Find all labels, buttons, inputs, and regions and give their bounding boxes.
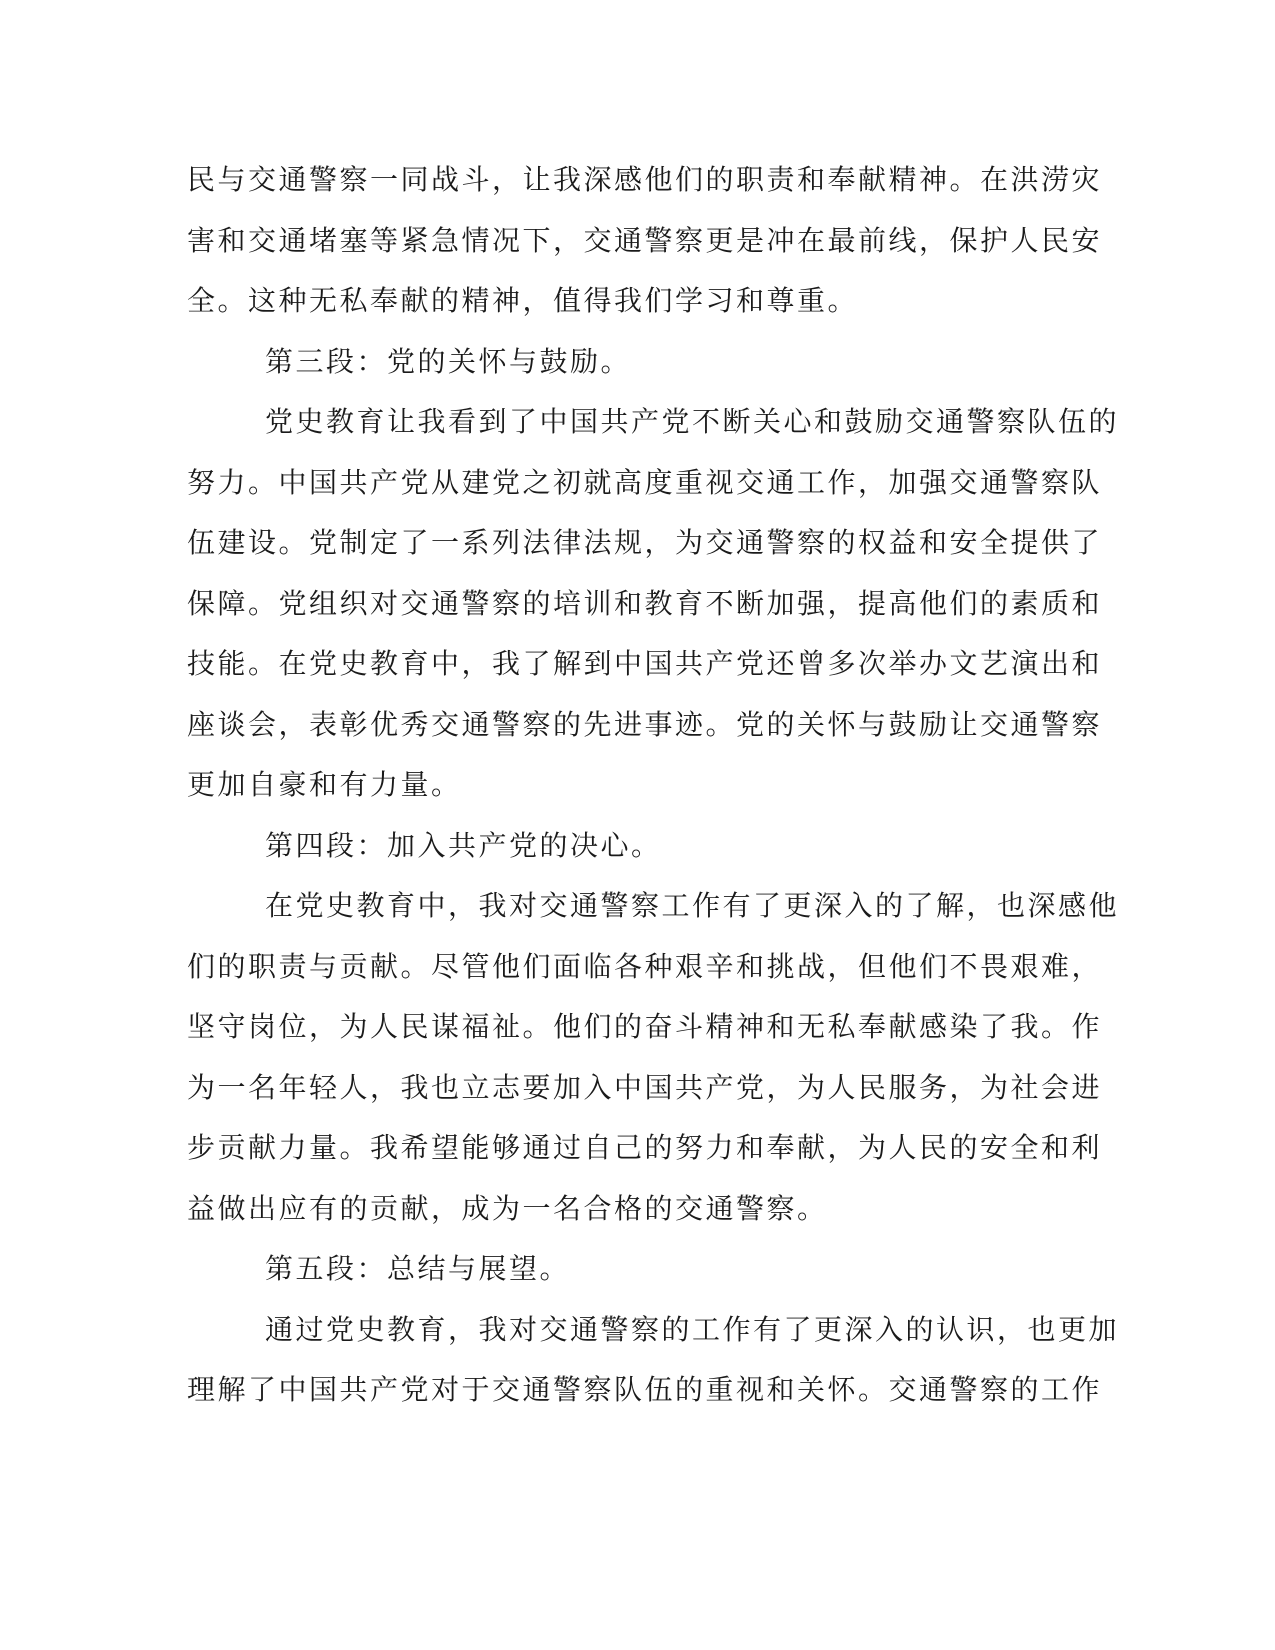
section-heading: 第三段：党的关怀与鼓励。 [265, 344, 632, 378]
text-line: 为一名年轻人，我也立志要加入中国共产党，为人民服务，为社会进 [187, 1070, 1103, 1104]
text-line: 坚守岗位，为人民谋福祉。他们的奋斗精神和无私奉献感染了我。作 [187, 1010, 1103, 1043]
text-line: 保障。党组织对交通警察的培训和教育不断加强，提高他们的素质和 [187, 586, 1103, 620]
text-line: 努力。中国共产党从建党之初就高度重视交通工作，加强交通警察队 [187, 465, 1103, 499]
text-line: 伍建设。党制定了一系列法律法规，为交通警察的权益和安全提供了 [187, 526, 1103, 559]
section-heading: 第五段：总结与展望。 [265, 1252, 571, 1285]
document-body [187, 150, 1120, 1421]
text-line: 更加自豪和有力量。 [187, 768, 462, 801]
text-line: 理解了中国共产党对于交通警察队伍的重视和关怀。交通警察的工作 [187, 1373, 1103, 1406]
text-line: 座谈会，表彰优秀交通警察的先进事迹。党的关怀与鼓励让交通警察 [187, 707, 1103, 741]
text-line: 全。这种无私奉献的精神，值得我们学习和尊重。 [187, 284, 859, 317]
text-line: 通过党史教育，我对交通警察的工作有了更深入的认识，也更加 [265, 1312, 1120, 1346]
text-line: 步贡献力量。我希望能够通过自己的努力和奉献，为人民的安全和利 [187, 1131, 1103, 1164]
text-line: 们的职责与贡献。尽管他们面临各种艰辛和挑战，但他们不畏艰难， [187, 949, 1103, 983]
text-line: 民与交通警察一同战斗，让我深感他们的职责和奉献精神。在洪涝灾 [187, 163, 1103, 196]
text-line: 在党史教育中，我对交通警察工作有了更深入的了解，也深感他 [265, 889, 1120, 922]
text-line: 党史教育让我看到了中国共产党不断关心和鼓励交通警察队伍的 [265, 405, 1120, 438]
text-line: 害和交通堵塞等紧急情况下，交通警察更是冲在最前线，保护人民安 [187, 223, 1103, 257]
section-heading: 第四段：加入共产党的决心。 [265, 828, 662, 862]
text-line: 技能。在党史教育中，我了解到中国共产党还曾多次举办文艺演出和 [187, 647, 1103, 680]
text-line: 益做出应有的贡献，成为一名合格的交通警察。 [187, 1191, 828, 1225]
